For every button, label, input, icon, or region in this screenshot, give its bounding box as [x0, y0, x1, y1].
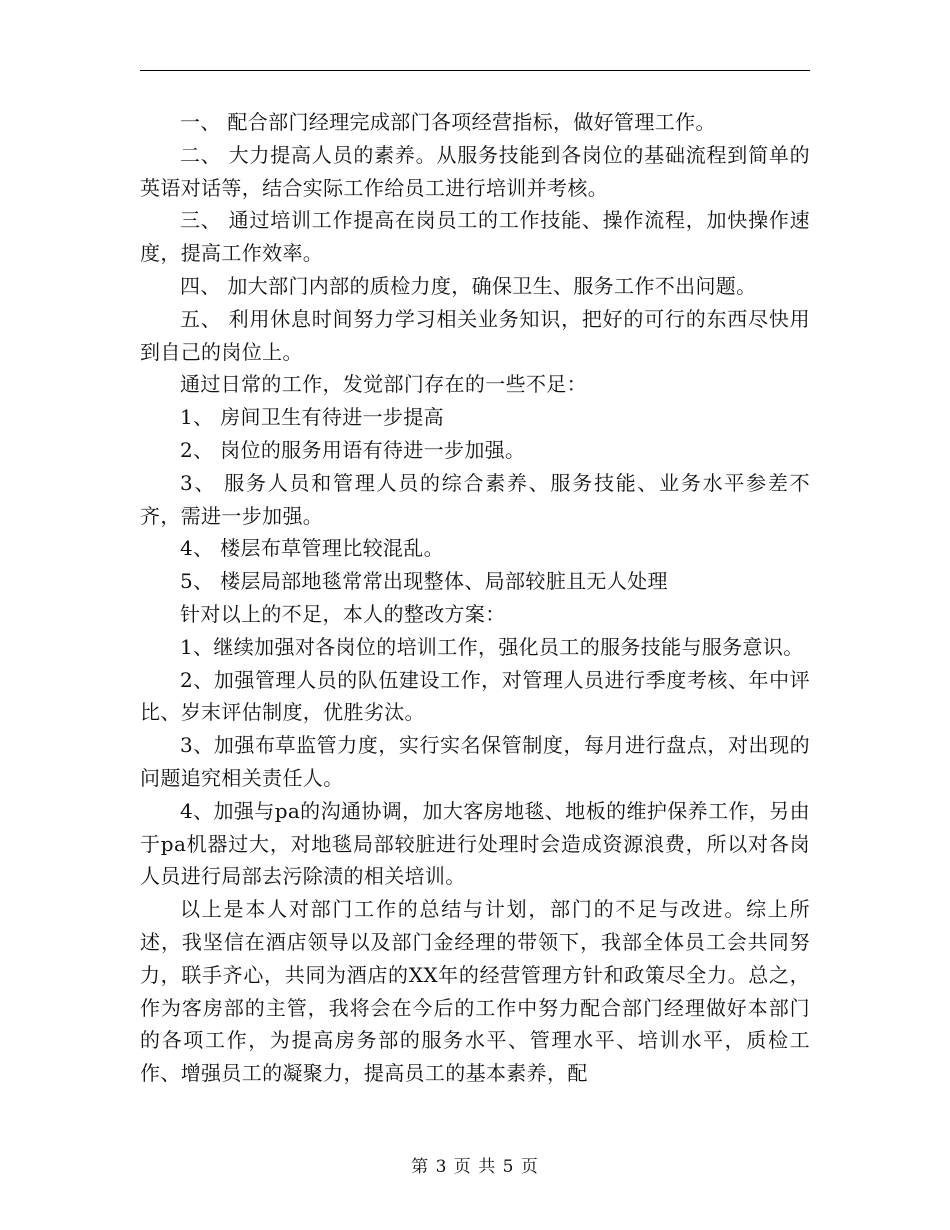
paragraph-item-1: 一、 配合部门经理完成部门各项经营指标，做好管理工作。 — [180, 110, 716, 134]
paragraph-item-4: 四、 加大部门内部的质检力度，确保卫生、服务工作不出问题。 — [180, 273, 757, 298]
paragraph-plan-1: 1、继续加强对各岗位的培训工作，强化员工的服务技能与服务意识。 — [180, 634, 804, 659]
paragraph-item-2: 二、 大力提高人员的素养。从服务技能到各岗位的基础流程到简单的英语对话等，结合实际工作给员工进行培训并考核。 — [140, 142, 810, 200]
paragraph-shortcoming-5: 5、 楼层局部地毯常常出现整体、局部较脏且无人处理 — [180, 569, 668, 594]
paragraph-shortcoming-2: 2、 岗位的服务用语有待进一步加强。 — [180, 437, 526, 462]
paragraph-plan-3: 3、加强布草监管力度，实行实名保管制度，每月进行盘点，对出现的问题追究相关责任人。 — [140, 733, 810, 790]
document-body — [140, 106, 810, 1090]
paragraph-shortcoming-4: 4、 楼层布草管理比较混乱。 — [180, 536, 444, 561]
paragraph-plan-2: 2、加强管理人员的队伍建设工作，对管理人员进行季度考核、年中评比、岁末评估制度，优胜劣汰。 — [140, 667, 810, 725]
paragraph-shortcoming-3: 3、 服务人员和管理人员的综合素养、服务技能、业务水平参差不齐，需进一步加强。 — [140, 470, 810, 528]
paragraph-plan-intro: 针对以上的不足，本人的整改方案： — [180, 601, 506, 626]
page-number-footer: 第 3 页 共 5 页 — [411, 1157, 539, 1177]
header-rule — [140, 70, 810, 71]
paragraph-shortcoming-1: 1、 房间卫生有待进一步提高 — [180, 405, 444, 430]
paragraph-item-5: 五、 利用休息时间努力学习相关业务知识，把好的可行的东西尽快用到自己的岗位上。 — [140, 306, 810, 364]
paragraph-plan-4: 4、加强与pa的沟通协调，加大客房地毯、地板的维护保养工作，另由于pa机器过大，对地毯局部较脏进行处理时会造成资源浪费，所以对各岗人员进行局部去污除渍的相关培训。 — [140, 798, 810, 889]
paragraph-shortcomings-intro: 通过日常的工作，发觉部门存在的一些不足： — [180, 372, 587, 397]
paragraph-item-3: 三、 通过培训工作提高在岗员工的工作技能、操作流程，加快操作速度，提高工作效率。 — [140, 208, 810, 266]
paragraph-conclusion: 以上是本人对部门工作的总结与计划，部门的不足与改进。综上所述，我坚信在酒店领导以及部门金经理的带领下，我部全体员工会共同努力，联手齐心，共同为酒店的XX年的经营管理方针和政策尽全力。总之，作为客房部的主管，我将会在今后的工作中努力配合部门经理做好本部门的各项工作，为提高房务部的服务水平、管理水平、培训水平，质检工作、增强员工的凝聚力，提高员工的基本素养，配 — [140, 897, 810, 1086]
